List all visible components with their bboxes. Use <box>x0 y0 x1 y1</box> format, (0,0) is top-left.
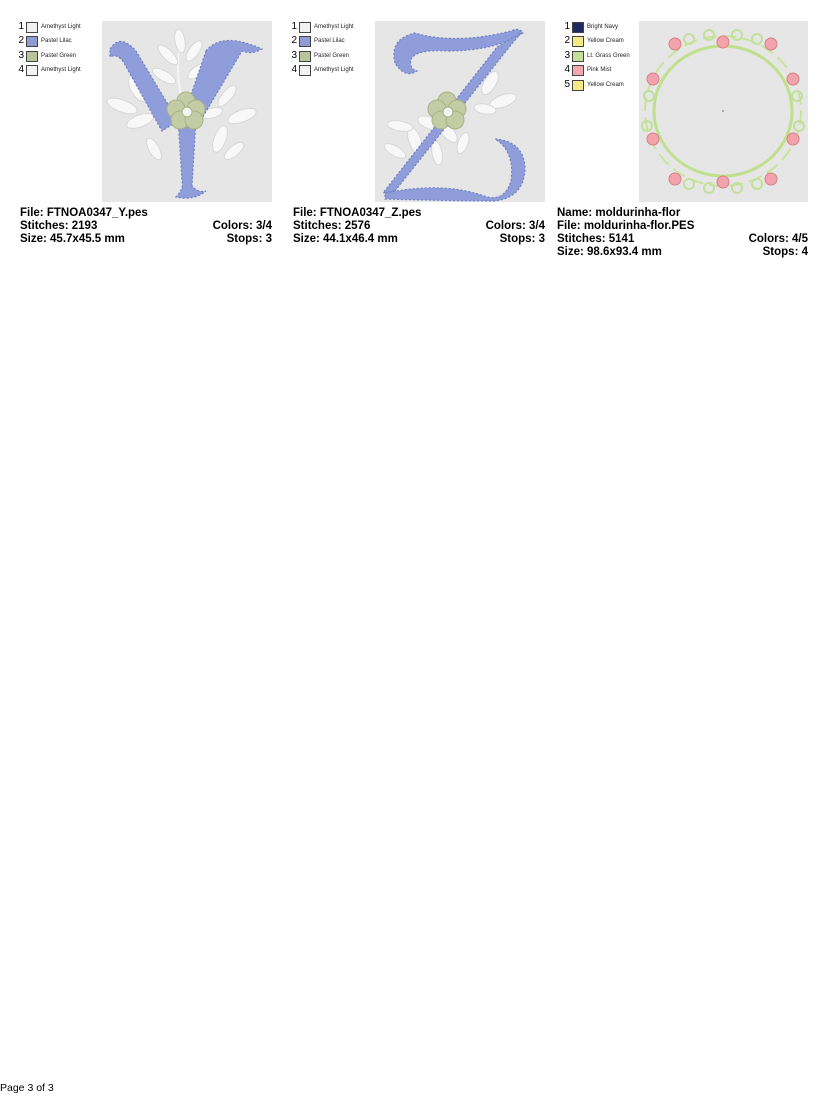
color-swatch <box>26 65 38 76</box>
design-card-moldurinha <box>556 0 819 270</box>
thread-name: Yellow Cream <box>587 38 624 45</box>
legend-number: 4 <box>18 64 24 76</box>
color-count: Colors: 3/4 <box>212 220 272 232</box>
file-name: File: FTNOA0347_Y.pes <box>20 207 148 219</box>
page-number: Page 3 of 3 <box>0 1082 54 1094</box>
legend-number: 1 <box>291 21 297 32</box>
legend-row <box>558 34 648 48</box>
legend-row <box>558 63 648 77</box>
legend-row <box>285 20 375 34</box>
thread-name: Amethyst Light <box>41 24 81 30</box>
design-preview-z <box>375 21 545 202</box>
color-swatch <box>572 65 584 76</box>
letter-y-embroidery-image <box>102 21 272 202</box>
floral-frame-embroidery-image <box>639 21 808 202</box>
design-info <box>557 207 808 259</box>
legend-row <box>558 78 648 92</box>
color-swatch <box>26 22 38 33</box>
color-swatch <box>572 22 584 33</box>
stop-count: Stops: 4 <box>762 246 808 258</box>
thread-name: Pastel Green <box>41 52 77 59</box>
legend-row <box>12 63 102 77</box>
thread-name: Pink Mist <box>587 67 612 74</box>
color-swatch <box>299 51 311 62</box>
legend-row <box>12 49 102 63</box>
design-size: Size: 44.1x46.4 mm <box>293 233 398 245</box>
legend-number: 3 <box>564 49 570 61</box>
legend-number: 3 <box>291 49 297 61</box>
design-size: Size: 98.6x93.4 mm <box>557 246 662 258</box>
thread-name: Pastel Lilac <box>314 38 345 45</box>
color-count: Colors: 4/5 <box>748 233 808 245</box>
thread-name: Amethyst Light <box>314 24 354 30</box>
legend-row <box>12 20 102 34</box>
stitch-count: Stitches: 2576 <box>293 220 371 232</box>
color-swatch <box>299 22 311 33</box>
legend-number: 3 <box>18 49 24 61</box>
color-legend <box>558 20 648 92</box>
legend-number: 4 <box>291 64 297 76</box>
thread-name: Bright Navy <box>587 24 619 30</box>
design-info <box>293 207 545 246</box>
legend-row <box>558 20 648 34</box>
stitch-count: Stitches: 5141 <box>557 233 635 245</box>
design-preview-y <box>102 21 272 202</box>
legend-number: 4 <box>564 64 570 76</box>
file-name: File: moldurinha-flor.PES <box>557 220 695 232</box>
legend-row <box>12 34 102 48</box>
legend-number: 5 <box>564 78 570 90</box>
legend-number: 1 <box>18 21 24 32</box>
color-swatch <box>299 36 311 47</box>
legend-row <box>558 49 648 63</box>
thread-name: Lt. Grass Green <box>587 52 630 59</box>
stop-count: Stops: 3 <box>499 233 545 245</box>
letter-z-embroidery-image <box>375 21 545 202</box>
color-swatch <box>572 36 584 47</box>
legend-number: 2 <box>18 35 24 47</box>
legend-number: 2 <box>564 35 570 47</box>
design-info <box>20 207 272 246</box>
design-size: Size: 45.7x45.5 mm <box>20 233 125 245</box>
thread-name: Amethyst Light <box>314 67 354 74</box>
color-swatch <box>26 51 38 62</box>
color-legend <box>285 20 375 78</box>
legend-number: 1 <box>564 21 570 32</box>
design-name: Name: moldurinha-flor <box>557 207 681 219</box>
color-swatch <box>299 65 311 76</box>
color-legend <box>12 20 102 78</box>
color-swatch <box>572 80 584 91</box>
design-card-z <box>283 0 553 270</box>
thread-name: Amethyst Light <box>41 67 81 74</box>
color-count: Colors: 3/4 <box>485 220 545 232</box>
legend-row <box>285 49 375 63</box>
thread-name: Pastel Green <box>314 52 350 59</box>
thread-name: Yellow Cream <box>587 81 624 88</box>
file-name: File: FTNOA0347_Z.pes <box>293 207 422 219</box>
design-preview-frame <box>639 21 808 202</box>
design-card-y <box>10 0 280 270</box>
thread-name: Pastel Lilac <box>41 38 72 45</box>
stop-count: Stops: 3 <box>226 233 272 245</box>
legend-number: 2 <box>291 35 297 47</box>
color-swatch <box>572 51 584 62</box>
legend-row <box>285 34 375 48</box>
color-swatch <box>26 36 38 47</box>
legend-row <box>285 63 375 77</box>
stitch-count: Stitches: 2193 <box>20 220 98 232</box>
